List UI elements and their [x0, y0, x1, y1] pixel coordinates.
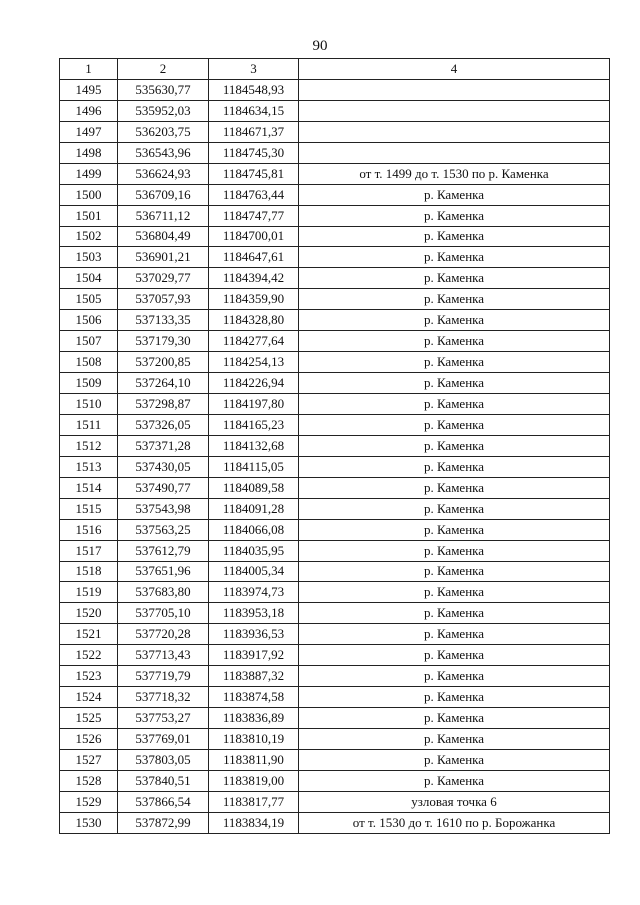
point-number-cell: 1500 [60, 184, 118, 205]
table-row [60, 352, 610, 373]
description-cell [299, 79, 610, 100]
table-row [60, 247, 610, 268]
point-number-cell: 1518 [60, 561, 118, 582]
y-coordinate-cell: 1183917,92 [209, 645, 299, 666]
description-cell: от т. 1530 до т. 1610 по р. Борожанка [299, 812, 610, 833]
point-number-cell: 1506 [60, 310, 118, 331]
point-number-cell: 1510 [60, 394, 118, 415]
description-cell: р. Каменка [299, 603, 610, 624]
point-number-cell: 1528 [60, 770, 118, 791]
table-row [60, 79, 610, 100]
y-coordinate-cell: 1184747,77 [209, 205, 299, 226]
point-number-cell: 1511 [60, 414, 118, 435]
y-coordinate-cell: 1184634,15 [209, 100, 299, 121]
description-cell: р. Каменка [299, 394, 610, 415]
point-number-cell: 1521 [60, 624, 118, 645]
x-coordinate-cell: 536624,93 [118, 163, 209, 184]
point-number-cell: 1516 [60, 519, 118, 540]
table-row [60, 519, 610, 540]
x-coordinate-cell: 537430,05 [118, 456, 209, 477]
point-number-cell: 1508 [60, 352, 118, 373]
description-cell: р. Каменка [299, 352, 610, 373]
table-row [60, 456, 610, 477]
description-cell: р. Каменка [299, 770, 610, 791]
x-coordinate-cell: 537872,99 [118, 812, 209, 833]
table-row [60, 268, 610, 289]
description-cell: р. Каменка [299, 414, 610, 435]
y-coordinate-cell: 1184548,93 [209, 79, 299, 100]
x-coordinate-cell: 537612,79 [118, 540, 209, 561]
x-coordinate-cell: 536709,16 [118, 184, 209, 205]
x-coordinate-cell: 537651,96 [118, 561, 209, 582]
y-coordinate-cell: 1184700,01 [209, 226, 299, 247]
column-header: 3 [209, 59, 299, 80]
y-coordinate-cell: 1183953,18 [209, 603, 299, 624]
x-coordinate-cell: 537705,10 [118, 603, 209, 624]
x-coordinate-cell: 537326,05 [118, 414, 209, 435]
point-number-cell: 1523 [60, 666, 118, 687]
point-number-cell: 1517 [60, 540, 118, 561]
point-number-cell: 1522 [60, 645, 118, 666]
x-coordinate-cell: 537563,25 [118, 519, 209, 540]
coordinates-table [59, 58, 610, 834]
x-coordinate-cell: 536711,12 [118, 205, 209, 226]
x-coordinate-cell: 537769,01 [118, 729, 209, 750]
y-coordinate-cell: 1184132,68 [209, 435, 299, 456]
point-number-cell: 1529 [60, 791, 118, 812]
table-row [60, 770, 610, 791]
table-row [60, 645, 610, 666]
description-cell: р. Каменка [299, 519, 610, 540]
x-coordinate-cell: 537490,77 [118, 477, 209, 498]
y-coordinate-cell: 1184647,61 [209, 247, 299, 268]
table-row [60, 289, 610, 310]
description-cell: р. Каменка [299, 582, 610, 603]
point-number-cell: 1512 [60, 435, 118, 456]
description-cell: р. Каменка [299, 645, 610, 666]
description-cell: р. Каменка [299, 205, 610, 226]
x-coordinate-cell: 536203,75 [118, 121, 209, 142]
column-header: 2 [118, 59, 209, 80]
table-row [60, 142, 610, 163]
x-coordinate-cell: 536804,49 [118, 226, 209, 247]
y-coordinate-cell: 1183834,19 [209, 812, 299, 833]
point-number-cell: 1507 [60, 331, 118, 352]
point-number-cell: 1498 [60, 142, 118, 163]
description-cell: от т. 1499 до т. 1530 по р. Каменка [299, 163, 610, 184]
table-row [60, 205, 610, 226]
x-coordinate-cell: 537543,98 [118, 498, 209, 519]
table-row [60, 414, 610, 435]
y-coordinate-cell: 1184226,94 [209, 373, 299, 394]
description-cell: р. Каменка [299, 456, 610, 477]
x-coordinate-cell: 537713,43 [118, 645, 209, 666]
x-coordinate-cell: 537179,30 [118, 331, 209, 352]
description-cell: р. Каменка [299, 687, 610, 708]
table-row [60, 310, 610, 331]
y-coordinate-cell: 1183810,19 [209, 729, 299, 750]
table-row [60, 435, 610, 456]
table-body [60, 79, 610, 833]
table-row [60, 749, 610, 770]
table-row [60, 561, 610, 582]
table-row [60, 394, 610, 415]
table-row [60, 540, 610, 561]
table-row [60, 708, 610, 729]
table-row [60, 498, 610, 519]
x-coordinate-cell: 537720,28 [118, 624, 209, 645]
point-number-cell: 1519 [60, 582, 118, 603]
x-coordinate-cell: 536543,96 [118, 142, 209, 163]
point-number-cell: 1499 [60, 163, 118, 184]
description-cell [299, 142, 610, 163]
y-coordinate-cell: 1183887,32 [209, 666, 299, 687]
table-row [60, 729, 610, 750]
description-cell: р. Каменка [299, 624, 610, 645]
point-number-cell: 1495 [60, 79, 118, 100]
x-coordinate-cell: 537753,27 [118, 708, 209, 729]
description-cell: р. Каменка [299, 331, 610, 352]
table-row [60, 226, 610, 247]
point-number-cell: 1524 [60, 687, 118, 708]
point-number-cell: 1504 [60, 268, 118, 289]
point-number-cell: 1503 [60, 247, 118, 268]
description-cell: р. Каменка [299, 184, 610, 205]
x-coordinate-cell: 537866,54 [118, 791, 209, 812]
description-cell [299, 100, 610, 121]
x-coordinate-cell: 537683,80 [118, 582, 209, 603]
y-coordinate-cell: 1183819,00 [209, 770, 299, 791]
table-row [60, 624, 610, 645]
description-cell: р. Каменка [299, 435, 610, 456]
description-cell: р. Каменка [299, 477, 610, 498]
point-number-cell: 1502 [60, 226, 118, 247]
description-cell [299, 121, 610, 142]
description-cell: р. Каменка [299, 749, 610, 770]
x-coordinate-cell: 537718,32 [118, 687, 209, 708]
y-coordinate-cell: 1184254,13 [209, 352, 299, 373]
x-coordinate-cell: 537840,51 [118, 770, 209, 791]
y-coordinate-cell: 1184197,80 [209, 394, 299, 415]
description-cell: р. Каменка [299, 498, 610, 519]
description-cell: р. Каменка [299, 268, 610, 289]
y-coordinate-cell: 1184394,42 [209, 268, 299, 289]
description-cell: р. Каменка [299, 540, 610, 561]
y-coordinate-cell: 1184035,95 [209, 540, 299, 561]
x-coordinate-cell: 537057,93 [118, 289, 209, 310]
y-coordinate-cell: 1184671,37 [209, 121, 299, 142]
description-cell: р. Каменка [299, 666, 610, 687]
table-row [60, 812, 610, 833]
description-cell: р. Каменка [299, 247, 610, 268]
x-coordinate-cell: 537200,85 [118, 352, 209, 373]
y-coordinate-cell: 1184115,05 [209, 456, 299, 477]
y-coordinate-cell: 1184359,90 [209, 289, 299, 310]
page-number: 90 [312, 38, 328, 54]
y-coordinate-cell: 1184066,08 [209, 519, 299, 540]
y-coordinate-cell: 1184328,80 [209, 310, 299, 331]
point-number-cell: 1515 [60, 498, 118, 519]
x-coordinate-cell: 537719,79 [118, 666, 209, 687]
table-row [60, 603, 610, 624]
description-cell: р. Каменка [299, 310, 610, 331]
y-coordinate-cell: 1184091,28 [209, 498, 299, 519]
table-row [60, 687, 610, 708]
table-row [60, 477, 610, 498]
x-coordinate-cell: 537264,10 [118, 373, 209, 394]
table-row [60, 373, 610, 394]
x-coordinate-cell: 537133,35 [118, 310, 209, 331]
description-cell: р. Каменка [299, 373, 610, 394]
x-coordinate-cell: 535630,77 [118, 79, 209, 100]
point-number-cell: 1527 [60, 749, 118, 770]
point-number-cell: 1514 [60, 477, 118, 498]
point-number-cell: 1513 [60, 456, 118, 477]
y-coordinate-cell: 1184005,34 [209, 561, 299, 582]
x-coordinate-cell: 537029,77 [118, 268, 209, 289]
x-coordinate-cell: 536901,21 [118, 247, 209, 268]
y-coordinate-cell: 1183974,73 [209, 582, 299, 603]
y-coordinate-cell: 1183936,53 [209, 624, 299, 645]
description-cell: р. Каменка [299, 729, 610, 750]
table-row [60, 791, 610, 812]
y-coordinate-cell: 1184745,81 [209, 163, 299, 184]
y-coordinate-cell: 1184763,44 [209, 184, 299, 205]
table-row [60, 163, 610, 184]
point-number-cell: 1526 [60, 729, 118, 750]
point-number-cell: 1520 [60, 603, 118, 624]
point-number-cell: 1505 [60, 289, 118, 310]
point-number-cell: 1497 [60, 121, 118, 142]
description-cell: р. Каменка [299, 708, 610, 729]
y-coordinate-cell: 1183836,89 [209, 708, 299, 729]
point-number-cell: 1525 [60, 708, 118, 729]
point-number-cell: 1509 [60, 373, 118, 394]
column-header: 4 [299, 59, 610, 80]
column-header: 1 [60, 59, 118, 80]
table-row [60, 331, 610, 352]
point-number-cell: 1496 [60, 100, 118, 121]
description-cell: р. Каменка [299, 289, 610, 310]
table-header-row [60, 59, 610, 80]
description-cell: р. Каменка [299, 226, 610, 247]
x-coordinate-cell: 537298,87 [118, 394, 209, 415]
table-row [60, 582, 610, 603]
table-row [60, 184, 610, 205]
x-coordinate-cell: 537371,28 [118, 435, 209, 456]
description-cell: р. Каменка [299, 561, 610, 582]
table-row [60, 100, 610, 121]
x-coordinate-cell: 535952,03 [118, 100, 209, 121]
y-coordinate-cell: 1184745,30 [209, 142, 299, 163]
point-number-cell: 1530 [60, 812, 118, 833]
y-coordinate-cell: 1183817,77 [209, 791, 299, 812]
x-coordinate-cell: 537803,05 [118, 749, 209, 770]
description-cell: узловая точка 6 [299, 791, 610, 812]
y-coordinate-cell: 1184089,58 [209, 477, 299, 498]
y-coordinate-cell: 1183811,90 [209, 749, 299, 770]
y-coordinate-cell: 1184165,23 [209, 414, 299, 435]
table-row [60, 666, 610, 687]
table-row [60, 121, 610, 142]
y-coordinate-cell: 1184277,64 [209, 331, 299, 352]
point-number-cell: 1501 [60, 205, 118, 226]
y-coordinate-cell: 1183874,58 [209, 687, 299, 708]
